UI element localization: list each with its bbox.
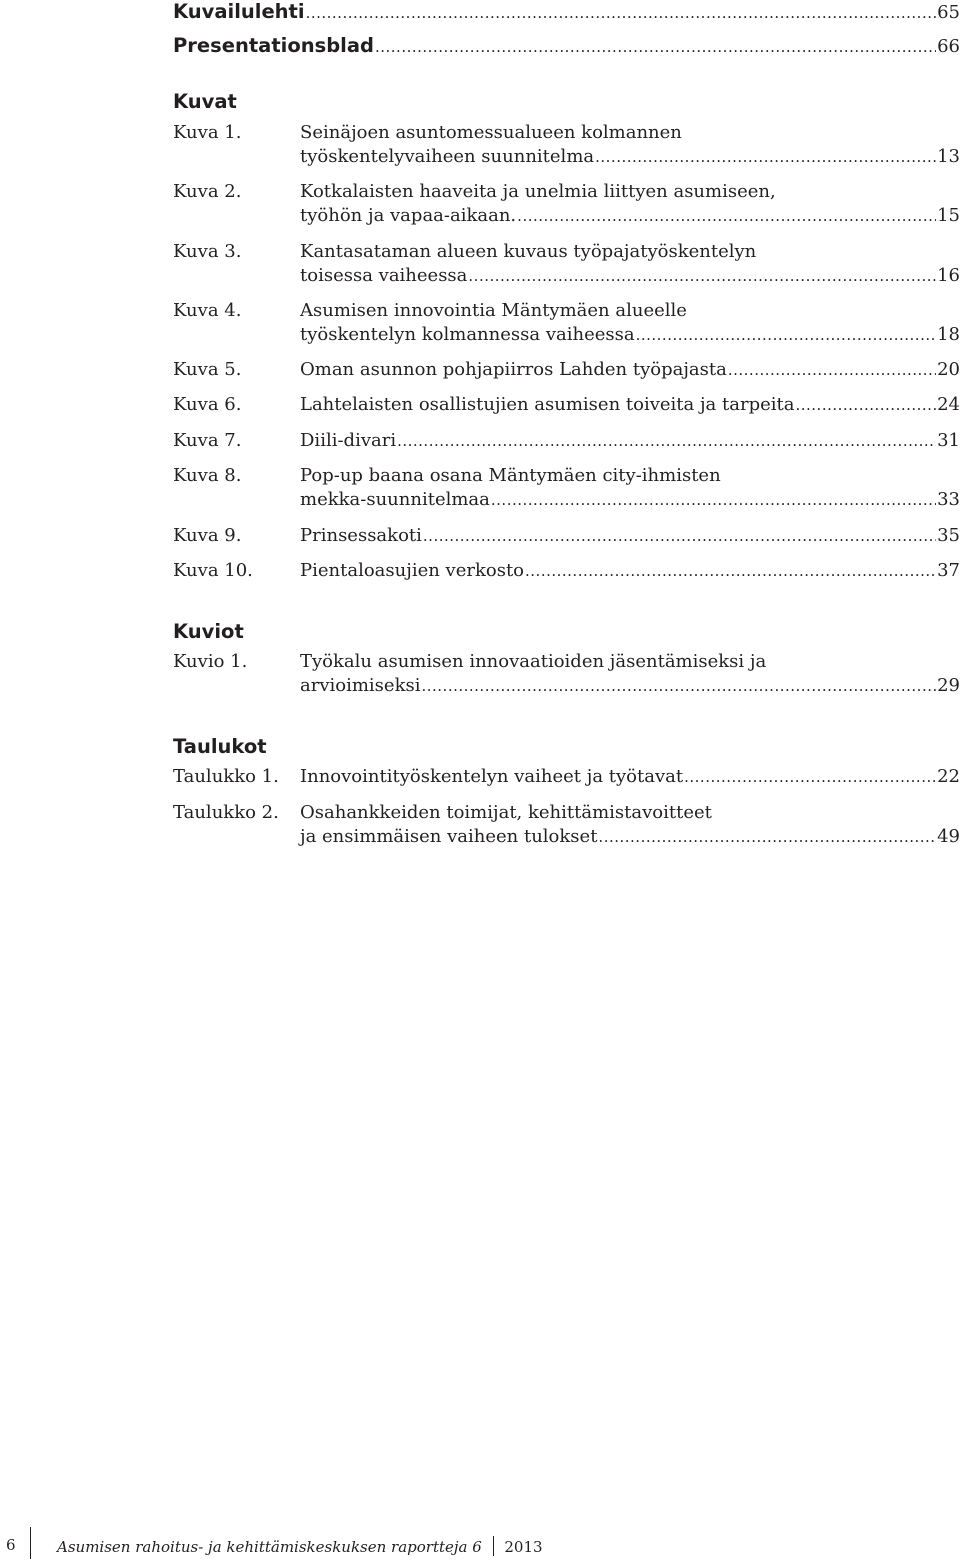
dot-leader <box>684 765 936 789</box>
chart-title-line: Työkalu asumisen innovaatioiden jäsentämiseksi ja <box>300 651 767 672</box>
figure-number: Kuva 5. <box>173 359 242 380</box>
figure-page: 35 <box>937 525 960 546</box>
footer-publication <box>57 1536 543 1556</box>
figure-page: 18 <box>937 324 960 345</box>
figure-title-line: Seinäjoen asuntomessualueen kolmannen <box>300 122 682 143</box>
figure-title-end: työskentelyvaiheen suunnitelma <box>300 146 595 167</box>
figure-title-line: Kotkalaisten haaveita ja unelmia liittyen asumiseen, <box>300 181 776 202</box>
figure-number: Kuva 7. <box>173 430 242 451</box>
figure-number: Kuva 6. <box>173 394 242 415</box>
figure-title: Lahtelaisten osallistujien asumisen toiveita ja tarpeita <box>300 394 795 415</box>
figure-page: 13 <box>937 146 960 167</box>
dot-leader <box>517 204 936 228</box>
table-number: Taulukko 1. <box>173 766 279 787</box>
figure-number: Kuva 3. <box>173 241 242 262</box>
table-number: Taulukko 2. <box>173 802 279 823</box>
section-heading-tables: Taulukot <box>173 735 267 758</box>
dot-leader <box>525 559 936 583</box>
dot-leader <box>795 393 936 417</box>
toc-entry-presentationsblad <box>173 34 960 62</box>
figure-number: Kuva 2. <box>173 181 242 202</box>
dot-leader <box>375 38 936 56</box>
toc-entry-page: 66 <box>937 36 960 57</box>
dot-leader <box>397 429 936 453</box>
table-page: 22 <box>937 766 960 787</box>
chart-title-end: arvioimiseksi <box>300 675 421 696</box>
section-heading-charts: Kuviot <box>173 620 244 643</box>
toc-entry-page: 65 <box>937 2 960 23</box>
figure-number: Kuva 1. <box>173 122 242 143</box>
dot-leader <box>728 358 936 382</box>
table-title: Innovointityöskentelyn vaiheet ja työtavat <box>300 766 684 787</box>
chart-number: Kuvio 1. <box>173 651 248 672</box>
figure-title-end: toisessa vaiheessa <box>300 265 468 286</box>
footer-divider <box>30 1527 31 1559</box>
figure-page: 20 <box>937 359 960 380</box>
dot-leader <box>421 674 936 698</box>
table-title-line: Osahankkeiden toimijat, kehittämistavoitteet <box>300 802 712 823</box>
footer-publication-title: Asumisen rahoitus- ja kehittämiskeskuksen raportteja 6 <box>57 1538 482 1556</box>
figure-number: Kuva 4. <box>173 300 242 321</box>
dot-leader <box>468 264 936 288</box>
table-title-end: ja ensimmäisen vaiheen tulokset <box>300 826 598 847</box>
footer-page-number: 6 <box>6 1536 16 1554</box>
figure-page: 16 <box>937 265 960 286</box>
figure-number: Kuva 9. <box>173 525 242 546</box>
footer-separator <box>493 1536 494 1556</box>
chart-page: 29 <box>937 675 960 696</box>
footer-year: 2013 <box>504 1538 543 1556</box>
page-footer <box>0 1536 960 1560</box>
dot-leader <box>423 524 936 548</box>
dot-leader <box>491 488 936 512</box>
dot-leader <box>598 825 936 849</box>
table-page: 49 <box>937 826 960 847</box>
figure-page: 31 <box>937 430 960 451</box>
figure-number: Kuva 8. <box>173 465 242 486</box>
section-heading-figures: Kuvat <box>173 90 237 113</box>
dot-leader <box>636 323 937 347</box>
figure-page: 24 <box>937 394 960 415</box>
figure-title-line: Kantasataman alueen kuvaus työpajatyöskentelyn <box>300 241 757 262</box>
figure-title-end: työhön ja vapaa-aikaan. <box>300 205 517 226</box>
figure-title: Prinsessakoti <box>300 525 422 546</box>
figure-page: 15 <box>937 205 960 226</box>
figure-number: Kuva 10. <box>173 560 253 581</box>
figure-title-line: Asumisen innovointia Mäntymäen alueelle <box>300 300 687 321</box>
toc-entry-kuvailulehti <box>173 0 960 28</box>
figure-title-end: työskentelyn kolmannessa vaiheessa <box>300 324 635 345</box>
figure-page: 37 <box>937 560 960 581</box>
figure-title-end: mekka-suunnitelmaa <box>300 489 490 510</box>
figure-page: 33 <box>937 489 960 510</box>
dot-leader <box>306 4 937 22</box>
figure-title: Oman asunnon pohjapiirros Lahden työpajasta <box>300 359 727 380</box>
figure-title: Diili-divari <box>300 430 397 451</box>
dot-leader <box>595 145 936 169</box>
toc-entry-label: Presentationsblad <box>173 34 374 57</box>
figure-title: Pientaloasujien verkosto <box>300 560 525 581</box>
toc-entry-label: Kuvailulehti <box>173 0 305 23</box>
figure-title-line: Pop-up baana osana Mäntymäen city-ihmisten <box>300 465 721 486</box>
